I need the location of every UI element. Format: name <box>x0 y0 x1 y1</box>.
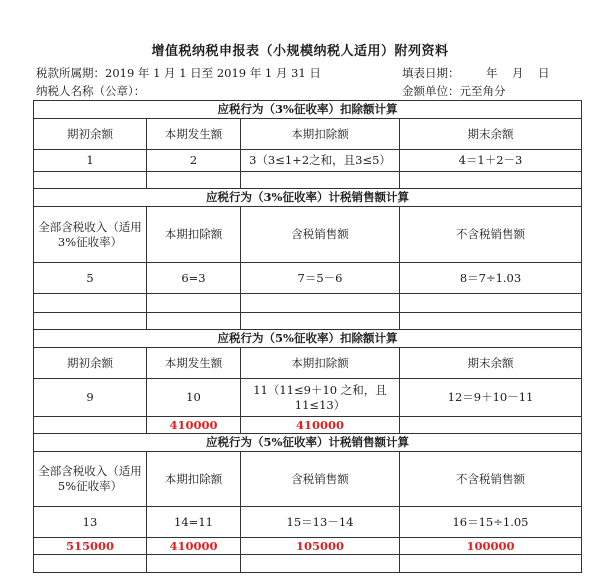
form-title: 增值税纳税申报表（小规模纳税人适用）附列资料 <box>151 44 449 59</box>
value-cell[interactable] <box>400 294 582 313</box>
row-index: 12＝9＋10－11 <box>400 379 582 417</box>
value-cell[interactable] <box>400 313 582 330</box>
value-cell[interactable] <box>147 555 241 573</box>
row-index: 16＝15÷1.05 <box>400 507 582 538</box>
row-index: 7＝5－6 <box>241 263 400 294</box>
value-cell[interactable]: 410000 <box>147 417 241 434</box>
row-index: 9 <box>34 379 147 417</box>
column-header: 本期发生额 <box>147 119 241 150</box>
column-header: 含税销售额 <box>241 452 400 507</box>
value-cell[interactable] <box>400 172 582 189</box>
value-cell[interactable] <box>400 555 582 573</box>
column-header: 期初余额 <box>34 119 147 150</box>
fill-date-day: 日 <box>538 66 550 80</box>
row-index: 2 <box>147 150 241 172</box>
value-cell[interactable]: 410000 <box>147 538 241 555</box>
column-header: 本期扣除额 <box>241 119 400 150</box>
value-cell[interactable] <box>241 172 400 189</box>
column-header: 本期扣除额 <box>147 452 241 507</box>
column-header: 期初余额 <box>34 348 147 379</box>
column-header: 本期扣除额 <box>241 348 400 379</box>
value-cell[interactable] <box>241 294 400 313</box>
value-cell[interactable] <box>34 555 147 573</box>
value-cell[interactable] <box>147 294 241 313</box>
row-index: 11（11≤9＋10 之和，且 11≤13） <box>241 379 400 417</box>
column-header: 不含税销售额 <box>400 452 582 507</box>
row-index: 3（3≤1+2之和，且3≤5） <box>241 150 400 172</box>
section-title: 应税行为（5%征收率）扣除额计算 <box>34 330 582 348</box>
amount-unit-label: 金额单位：元至角分 <box>402 84 506 98</box>
section-title: 应税行为（3%征收率）扣除额计算 <box>34 101 582 119</box>
value-cell[interactable] <box>147 313 241 330</box>
section-title: 应税行为（5%征收率）计税销售额计算 <box>34 434 582 452</box>
value-cell[interactable] <box>34 313 147 330</box>
value-cell[interactable] <box>34 417 147 434</box>
value-cell[interactable] <box>34 294 147 313</box>
fill-date-month: 月 <box>512 66 524 80</box>
taxpayer-name-label: 纳税人名称（公章）： <box>36 84 146 98</box>
fill-date-year: 年 <box>486 66 498 80</box>
column-header: 含税销售额 <box>241 207 400 263</box>
column-header: 不含税销售额 <box>400 207 582 263</box>
row-index: 13 <box>34 507 147 538</box>
value-cell[interactable] <box>241 555 400 573</box>
column-header: 期末余额 <box>400 348 582 379</box>
row-index: 1 <box>34 150 147 172</box>
value-cell[interactable] <box>147 172 241 189</box>
column-header: 期末余额 <box>400 119 582 150</box>
value-cell[interactable] <box>34 172 147 189</box>
column-header: 全部含税收入（适用 3%征收率） <box>34 207 147 263</box>
value-cell[interactable]: 105000 <box>241 538 400 555</box>
value-cell[interactable] <box>241 313 400 330</box>
row-index: 10 <box>147 379 241 417</box>
row-index: 8＝7÷1.03 <box>400 263 582 294</box>
row-index: 15＝13－14 <box>241 507 400 538</box>
section-title: 应税行为（3%征收率）计税销售额计算 <box>34 189 582 207</box>
row-index: 4＝1＋2－3 <box>400 150 582 172</box>
column-header: 全部含税收入（适用 5%征收率） <box>34 452 147 507</box>
row-index: 5 <box>34 263 147 294</box>
value-cell[interactable]: 410000 <box>241 417 400 434</box>
tax-period: 税款所属期：2019 年 1 月 1 日至 2019 年 1 月 31 日 <box>36 66 321 80</box>
column-header: 本期发生额 <box>147 348 241 379</box>
row-index: 6=3 <box>147 263 241 294</box>
row-index: 14=11 <box>147 507 241 538</box>
deduction-table <box>33 100 582 573</box>
fill-date-label: 填表日期： <box>402 66 460 80</box>
value-cell[interactable]: 100000 <box>400 538 582 555</box>
value-cell[interactable] <box>400 417 582 434</box>
column-header: 本期扣除额 <box>147 207 241 263</box>
value-cell[interactable]: 515000 <box>34 538 147 555</box>
